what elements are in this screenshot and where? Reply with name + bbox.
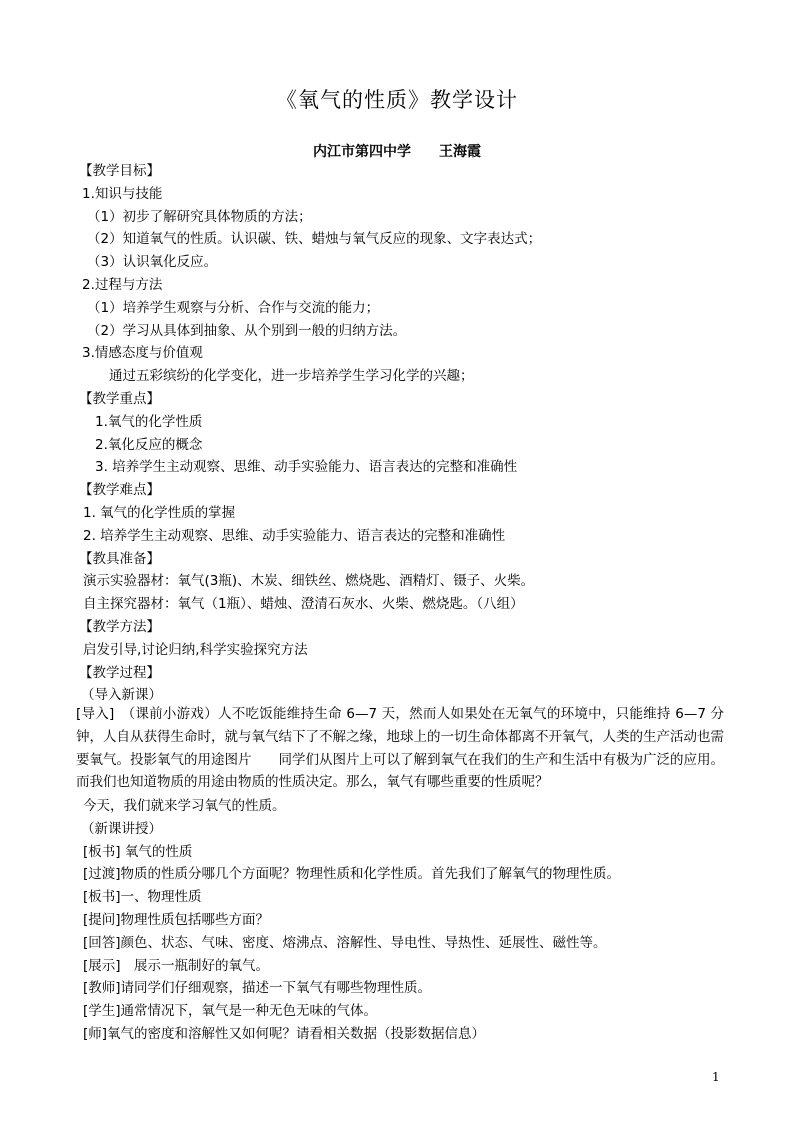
text-line: 自主探究器材：氧气（1瓶）、蜡烛、澄清石灰水、火柴、燃烧匙。（八组） — [83, 596, 524, 613]
text-line: 今天，我们就来学习氧气的性质。 — [83, 798, 286, 814]
text-line: [过渡]物质的性质分哪几个方面呢？物理性质和化学性质。首先我们了解氧气的物理性质。 — [83, 866, 621, 883]
text-line: [教师]请同学们仔细观察，描述一下氧气有哪些物理性质。 — [83, 980, 432, 997]
text-line: （2）学习从具体到抽象、从个别到一般的归纳方法。 — [87, 322, 407, 339]
page-number: 1 — [712, 1070, 720, 1084]
text-line: 【教学过程】 — [79, 664, 160, 681]
text-line: 演示实验器材：氧气(3瓶)、木炭、细铁丝、燃烧匙、酒精灯、镊子、火柴。 — [83, 573, 535, 590]
text-line: 3.情感态度与价值观 — [82, 345, 203, 362]
text-line: [学生]通常情况下，氧气是一种无色无味的气体。 — [83, 1003, 378, 1020]
text-line: 【教学目标】 — [79, 163, 160, 179]
text-line: 2. 培养学生主动观察、思维、动手实验能力、语言表达的完整和准确性 — [83, 527, 506, 544]
text-line: 1.氧气的化学性质 — [95, 413, 203, 430]
text-line: 通过五彩缤纷的化学变化，进一步培养学生学习化学的兴趣； — [109, 368, 474, 385]
page-title: 《氧气的性质》教学设计 — [276, 88, 518, 112]
text-line: [板书]一、物理性质 — [83, 889, 202, 906]
text-line: （3）认识氧化反应。 — [87, 254, 218, 271]
text-line: [提问]物理性质包括哪些方面？ — [83, 912, 270, 928]
text-line: [展示] 展示一瓶制好的氧气。 — [83, 957, 270, 974]
text-line: 3. 培养学生主动观察、思维、动手实验能力、语言表达的完整和准确性 — [95, 459, 518, 476]
text-line: 【教具准备】 — [79, 550, 160, 567]
text-line: 【教学重点】 — [79, 391, 160, 407]
text-line: 2.过程与方法 — [82, 277, 163, 293]
text-line: 1.知识与技能 — [82, 185, 163, 202]
text-line: 【教学难点】 — [79, 482, 160, 499]
text-line: （导入新课） — [81, 687, 162, 704]
author-line — [0, 141, 794, 161]
text-line: 2.氧化反应的概念 — [95, 436, 203, 453]
intro-paragraph: [导入] （课前小游戏）人不吃饭能维持生命 6—7 天，然而人如果处在无氧气的环境中，只能维持 6—7 分钟，人自从获得生命时，就与氧气结下了不解之缘，地球上的一切生命体都离不开氧气，人类的生产活动也需要氧气。投影氧气的用途图片 同学们从图片上可以了解到氧气在我们的生产和生活中有极为广泛的应用。而我们也知道物质的用途由物质的性质决定。那么，氧气有哪些重要的性质呢？ — [76, 706, 724, 791]
text-line: （1）培养学生观察与分析、合作与交流的能力； — [87, 299, 380, 316]
author-school: 内江市第四中学 — [313, 144, 411, 160]
text-line: 【教学方法】 — [79, 619, 160, 635]
author-name: 王海霞 — [439, 144, 481, 160]
text-line: （新课讲授） — [81, 820, 162, 837]
text-line: （2）知道氧气的性质。认识碳、铁、蜡烛与氧气反应的现象、文字表达式； — [87, 231, 542, 248]
text-line: （1）初步了解研究具体物质的方法； — [87, 208, 312, 225]
text-line: 1. 氧气的化学性质的掌握 — [83, 505, 236, 521]
text-line: 启发引导,讨论归纳,科学实验探究方法 — [83, 641, 308, 658]
text-line: [师]氧气的密度和溶解性又如何呢？请看相关数据（投影数据信息） — [83, 1026, 486, 1042]
text-line: [板书] 氧气的性质 — [83, 843, 193, 860]
text-line: [回答]颜色、状态、气味、密度、熔沸点、溶解性、导电性、导热性、延展性、磁性等。 — [83, 934, 607, 951]
